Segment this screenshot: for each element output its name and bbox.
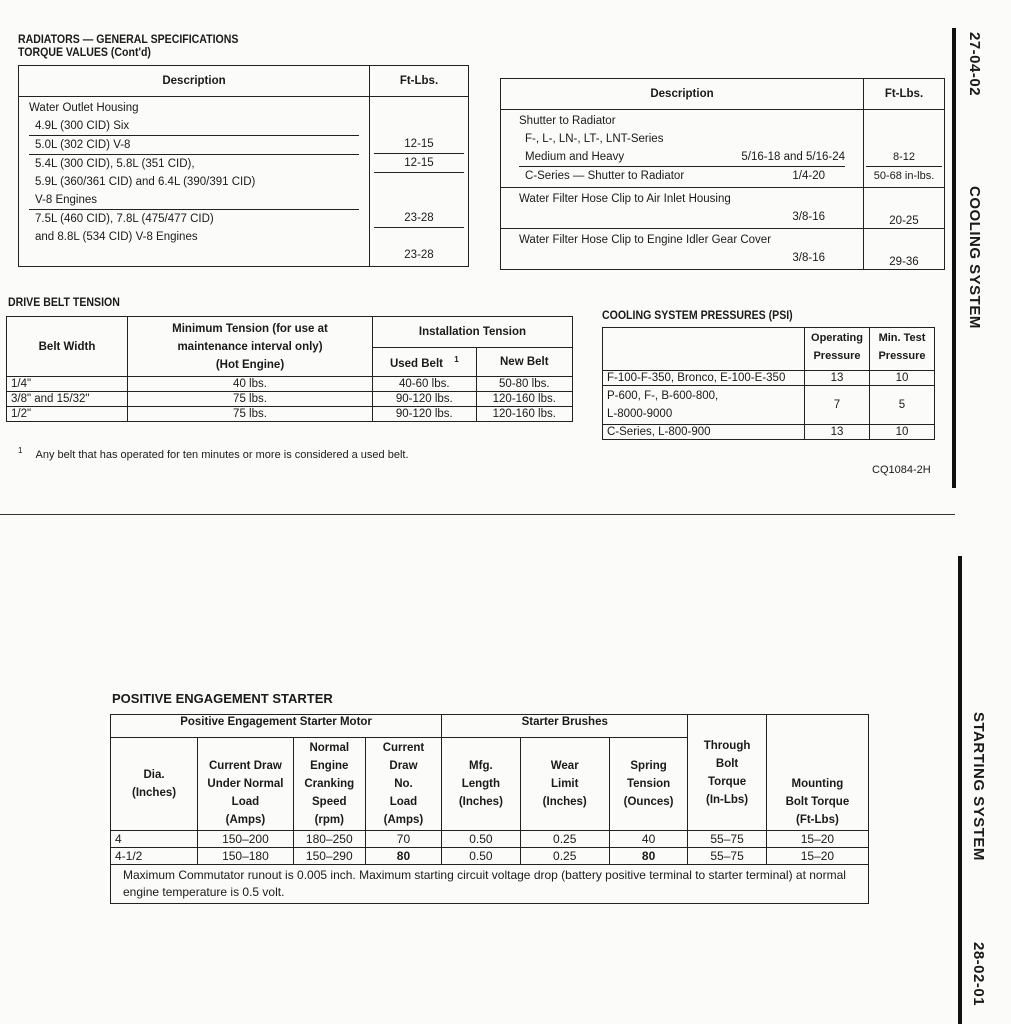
starter-cell: 4-1/2	[111, 848, 198, 865]
belt-width: 3/8" and 15/32"	[7, 392, 128, 407]
col-install: Installation Tension	[373, 317, 573, 348]
belt-new: 50-80 lbs.	[476, 377, 572, 392]
col-operating	[805, 328, 870, 371]
hdr-line: Limit	[550, 778, 579, 790]
footnote-mark: 1	[18, 446, 23, 455]
filter-size: 3/8-16	[792, 252, 825, 264]
hdr-line: (Ounces)	[623, 796, 674, 808]
pressure-op: 13	[805, 425, 870, 440]
hdr-line: Current Draw	[208, 760, 282, 772]
starter-cell: 0.50	[442, 848, 520, 865]
starter-cell: 80	[365, 848, 441, 865]
hdr-line: Length	[461, 778, 501, 790]
figure-code: CQ1084-2H	[872, 464, 931, 476]
starter-note: Maximum Commutator runout is 0.005 inch. Maximum starting circuit voltage drop (battery positive terminal to starter terminal) at normal engine temperature is 0.5 volt.	[111, 865, 869, 904]
pressure-model: F-100-F-350, Bronco, E-100-E-350	[603, 371, 805, 386]
used-belt-label: Used Belt	[389, 357, 443, 370]
side-label-top: COOLING SYSTEM	[966, 186, 983, 329]
filter-value: 29-36	[864, 229, 945, 270]
starter-cell: 0.25	[520, 848, 609, 865]
belt-min: 75 lbs.	[128, 392, 373, 407]
pressures-title: COOLING SYSTEM PRESSURES (PSI)	[602, 308, 793, 322]
pressure-min: 5	[870, 386, 935, 425]
starter-cell: 55–75	[688, 831, 766, 848]
hdr-line: Speed	[312, 796, 347, 808]
shutter-value: 50-68 in-lbs.	[873, 170, 935, 182]
row-value: 23-28	[404, 249, 434, 261]
row-desc: V-8 Engines	[29, 191, 359, 210]
side-code-top: 27-04-02	[966, 32, 983, 97]
belt-footnote	[18, 446, 409, 461]
col-through-bolt	[688, 715, 766, 831]
col-wear-limit	[520, 738, 609, 831]
min-label: Min. Test	[878, 332, 926, 344]
hdr-line: (Amps)	[225, 814, 266, 826]
shutter-desc	[501, 110, 864, 188]
col-no-load	[365, 738, 441, 831]
col-min-tension	[128, 317, 373, 377]
hdr-line: Under Normal	[207, 778, 284, 790]
starter-cell: 80	[609, 848, 687, 865]
starter-cell: 15–20	[766, 848, 868, 865]
starter-title: POSITIVE ENGAGEMENT STARTER	[112, 691, 333, 706]
op-label: Operating	[811, 332, 863, 344]
section-title: RADIATORS — GENERAL SPECIFICATIONS	[18, 32, 239, 46]
group-brushes: Starter Brushes	[442, 715, 688, 738]
hdr-line: Dia.	[143, 769, 165, 781]
col-ftlbs: Ft-Lbs.	[370, 66, 469, 97]
hdr-line: (Inches)	[131, 787, 177, 799]
pressure-op: 7	[805, 386, 870, 425]
group-motor: Positive Engagement Starter Motor	[111, 715, 442, 738]
side-rule	[958, 556, 962, 1024]
starter-cell: 150–180	[198, 848, 294, 865]
col-mfg-length	[442, 738, 520, 831]
op-label: Pressure	[813, 350, 861, 362]
shutter-line: Medium and Heavy	[525, 151, 625, 163]
hdr-line: (Inches)	[542, 796, 587, 808]
col-description: Description	[501, 79, 864, 110]
side-label-bottom: STARTING SYSTEM	[970, 712, 987, 861]
starter-cell: 0.25	[520, 831, 609, 848]
row-value: 12-15	[374, 135, 464, 154]
pressure-model	[603, 386, 805, 425]
row-desc: 5.0L (302 CID) V-8	[29, 136, 359, 155]
filter1-desc	[501, 188, 864, 229]
hdr-line: Load	[389, 796, 418, 808]
shutter-line: C-Series — Shutter to Radiator	[525, 170, 685, 182]
torque-val-cell	[370, 97, 469, 267]
starter-table	[110, 714, 869, 904]
hdr-line: Load	[231, 796, 260, 808]
col-ftlbs: Ft-Lbs.	[864, 79, 945, 110]
col-current-draw	[198, 738, 294, 831]
model-line: L-8000-9000	[607, 408, 673, 420]
page-divider	[0, 514, 955, 515]
col-cranking-speed	[293, 738, 365, 831]
hdr-line: (Ft-Lbs)	[796, 814, 839, 826]
starter-cell: 4	[111, 831, 198, 848]
shutter-title: Shutter to Radiator	[519, 115, 616, 127]
hdr-line: Wear	[550, 760, 579, 772]
belt-min: 40 lbs.	[128, 377, 373, 392]
pressure-min: 10	[870, 425, 935, 440]
starter-cell: 150–290	[293, 848, 365, 865]
hdr-line: Bolt	[715, 757, 739, 770]
row-value: 12-15	[374, 154, 464, 173]
belt-used: 90-120 lbs.	[373, 407, 477, 422]
hdr-line: Engine	[310, 760, 349, 772]
belt-new: 120-160 lbs.	[476, 407, 572, 422]
row-desc: 5.4L (300 CID), 5.8L (351 CID),	[35, 158, 195, 170]
hdr-line: (Inches)	[458, 796, 503, 808]
pressures-table	[602, 327, 935, 440]
row-desc: 4.9L (300 CID) Six	[29, 117, 359, 136]
belt-min: 75 lbs.	[128, 407, 373, 422]
min-tension-line: (Hot Engine)	[215, 358, 285, 371]
starter-cell: 40	[609, 831, 687, 848]
col-spring-tension	[609, 738, 687, 831]
col-mounting	[766, 715, 868, 831]
footnote-mark: 1	[454, 354, 459, 364]
row-desc: 7.5L (460 CID), 7.8L (475/477 CID)	[35, 213, 214, 225]
section-subtitle: TORQUE VALUES (Cont'd)	[18, 45, 151, 59]
hdr-line: Mounting	[791, 778, 844, 790]
hdr-line: Torque	[708, 775, 747, 788]
hdr-line: Normal	[309, 742, 350, 754]
belt-width: 1/4"	[7, 377, 128, 392]
hdr-line: (In-Lbs)	[705, 793, 749, 806]
col-description: Description	[19, 66, 370, 97]
filter-desc: Water Filter Hose Clip to Air Inlet Housing	[519, 193, 731, 205]
belt-used: 90-120 lbs.	[373, 392, 477, 407]
filter-value: 20-25	[864, 188, 945, 229]
filter2-desc	[501, 229, 864, 270]
torque-desc-cell	[19, 97, 370, 267]
col-used-belt	[373, 348, 477, 377]
starter-cell: 180–250	[293, 831, 365, 848]
belt-used: 40-60 lbs.	[373, 377, 477, 392]
torque-table-right	[500, 78, 945, 270]
hdr-line: Tension	[626, 778, 671, 790]
row-title: Water Outlet Housing	[29, 102, 139, 114]
shutter-size: 1/4-20	[792, 170, 825, 182]
shutter-value: 8-12	[866, 148, 942, 167]
belt-title: DRIVE BELT TENSION	[8, 295, 120, 309]
col-belt-width: Belt Width	[7, 317, 128, 377]
shutter-line: F-, L-, LN-, LT-, LNT-Series	[525, 133, 664, 145]
min-tension-line: maintenance interval only)	[177, 340, 323, 353]
starter-cell: 55–75	[688, 848, 766, 865]
shutter-size: 5/16-18 and 5/16-24	[741, 151, 845, 163]
starter-cell: 70	[365, 831, 441, 848]
hdr-line: Draw	[389, 760, 418, 772]
starter-cell: 15–20	[766, 831, 868, 848]
row-value: 23-28	[374, 209, 464, 228]
col-min-test	[870, 328, 935, 371]
col-model	[603, 328, 805, 371]
torque-table-left	[18, 65, 469, 267]
hdr-line: Mfg.	[469, 760, 493, 772]
filter-size: 3/8-16	[792, 211, 825, 223]
row-desc: and 8.8L (534 CID) V-8 Engines	[35, 231, 198, 243]
col-new-belt: New Belt	[476, 348, 572, 377]
hdr-line: No.	[394, 778, 413, 790]
pressure-op: 13	[805, 371, 870, 386]
starter-cell: 150–200	[198, 831, 294, 848]
model-line: P-600, F-, B-600-800,	[607, 390, 719, 402]
belt-table	[6, 316, 573, 422]
min-tension-line: Minimum Tension (for use at	[172, 322, 328, 335]
hdr-line: (Amps)	[383, 814, 424, 826]
starter-cell: 0.50	[442, 831, 520, 848]
col-dia	[111, 738, 198, 831]
pressure-model: C-Series, L-800-900	[603, 425, 805, 440]
belt-width: 1/2"	[7, 407, 128, 422]
footnote-text: Any belt that has operated for ten minutes or more is considered a used belt.	[35, 448, 409, 461]
side-rule	[952, 28, 956, 488]
hdr-line: Spring	[630, 760, 667, 772]
side-code-bottom: 28-02-01	[970, 942, 987, 1007]
hdr-line: Bolt Torque	[785, 796, 850, 808]
min-label: Pressure	[878, 350, 926, 362]
hdr-line: Through	[703, 739, 751, 752]
hdr-line: (rpm)	[314, 814, 344, 826]
pressure-min: 10	[870, 371, 935, 386]
hdr-line: Cranking	[304, 778, 355, 790]
hdr-line: Current	[382, 742, 425, 754]
belt-new: 120-160 lbs.	[476, 392, 572, 407]
filter-desc: Water Filter Hose Clip to Engine Idler Gear Cover	[519, 234, 772, 246]
shutter-values	[864, 110, 945, 188]
row-desc: 5.9L (360/361 CID) and 6.4L (390/391 CID)	[35, 176, 256, 188]
